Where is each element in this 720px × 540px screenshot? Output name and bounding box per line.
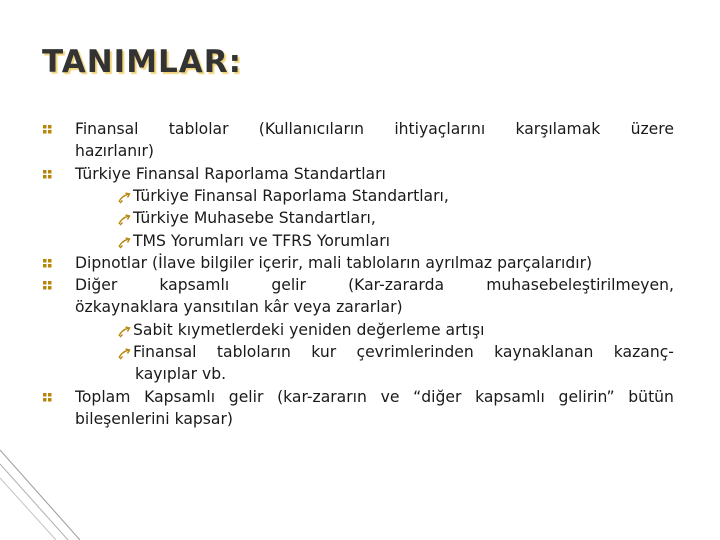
word: gelirin” (558, 387, 615, 406)
line-text: kayıplar vb. (135, 365, 227, 384)
line-text: bileşenlerini kapsar) (75, 409, 233, 428)
text-line (0, 274, 720, 296)
word: Diğer (75, 276, 118, 295)
text-line (0, 230, 720, 252)
word: çevrimlerinden (356, 343, 474, 361)
line-text (75, 386, 674, 408)
word: kazanç- (613, 343, 674, 361)
text-line (0, 163, 720, 185)
word: Finansal (133, 343, 197, 361)
word: (Kar-zararda (348, 276, 445, 295)
word: bütün (628, 387, 674, 406)
line-text: özkaynaklara yansıtılan kâr veya zararlar) (75, 298, 403, 317)
word: ve (380, 387, 400, 406)
arrow-bullet-icon (117, 345, 131, 359)
text-line (0, 207, 720, 229)
line-text: Dipnotlar (İlave bilgiler içerir, mali tabloların ayrılmaz parçalarıdır) (75, 253, 593, 272)
word: kaynaklanan (494, 343, 594, 361)
text-line (0, 341, 720, 363)
word: tabloların (216, 343, 291, 361)
word: kur (311, 343, 337, 361)
square-bullet-icon (43, 259, 52, 268)
word: (kar-zararın (277, 387, 367, 406)
line-text: Sabit kıymetlerdeki yeniden değerleme artışı (133, 320, 485, 339)
line-text: TMS Yorumları ve TFRS Yorumları (133, 231, 390, 250)
arrow-bullet-icon (117, 323, 131, 337)
text-line (0, 408, 720, 430)
word: (Kullanıcıların (258, 120, 365, 138)
arrow-bullet-icon (117, 211, 131, 225)
text-line (0, 252, 720, 274)
square-bullet-icon (43, 281, 52, 290)
square-bullet-icon (43, 393, 52, 402)
arrow-bullet-icon (117, 234, 131, 248)
corner-decoration (0, 450, 80, 540)
line-text: Türkiye Finansal Raporlama Standartları, (133, 186, 449, 205)
square-bullet-icon (43, 125, 52, 134)
word: tablolar (168, 120, 229, 138)
word: karşılamak (515, 120, 601, 138)
word: kapsamlı (475, 387, 545, 406)
word: muhasebeleştirilmeyen, (486, 276, 674, 295)
word: gelir (228, 387, 264, 406)
text-line (0, 140, 720, 162)
word: Kapsamlı (144, 387, 216, 406)
word: kapsamlı (159, 276, 230, 295)
word: “diğer (413, 387, 462, 406)
word: Toplam (75, 387, 131, 406)
line-text: Türkiye Finansal Raporlama Standartları (75, 164, 386, 183)
text-line (0, 386, 720, 408)
text-line (0, 296, 720, 318)
line-text (75, 274, 674, 296)
text-line (0, 363, 720, 385)
text-line (0, 118, 720, 140)
line-text (75, 118, 674, 140)
square-bullet-icon (43, 170, 52, 179)
word: gelir (271, 276, 306, 295)
slide-title: TANIMLAR: (42, 44, 243, 80)
line-text (133, 341, 674, 363)
word: üzere (630, 120, 674, 138)
word: Finansal (75, 120, 139, 138)
text-line (0, 185, 720, 207)
arrow-bullet-icon (117, 189, 131, 203)
text-line (0, 319, 720, 341)
word: ihtiyaçlarını (394, 120, 486, 138)
line-text: Türkiye Muhasebe Standartları, (133, 209, 376, 228)
line-text: hazırlanır) (75, 142, 154, 161)
